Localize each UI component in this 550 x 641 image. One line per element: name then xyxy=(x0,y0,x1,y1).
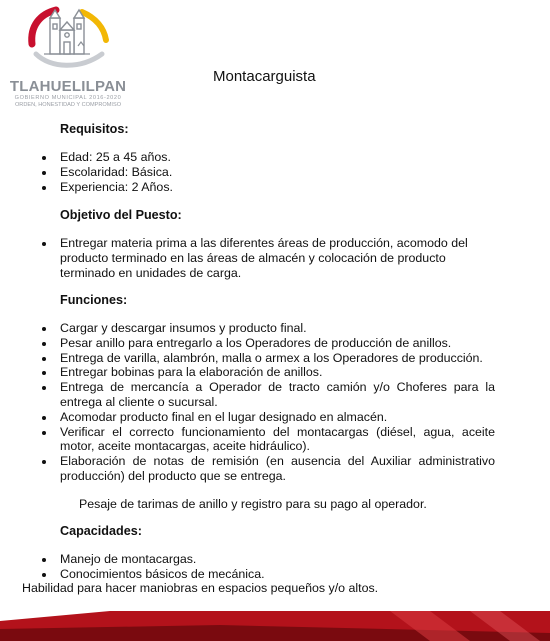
church-emblem-icon xyxy=(26,4,110,76)
list-item: Verificar el correcto funcionamiento del montacargas (diésel, agua, aceite motor, aceite montacargas, aceite hidráulico). xyxy=(0,425,495,455)
logo-motto-line: ORDEN, HONESTIDAD Y COMPROMISO xyxy=(14,102,122,108)
funciones-heading: Funciones: xyxy=(60,293,128,307)
list-item: Pesar anillo para entregarlo a los Operadores de producción de anillos. xyxy=(0,336,495,351)
list-item: Edad: 25 a 45 años. xyxy=(0,150,495,165)
requisitos-list xyxy=(0,150,495,194)
list-item: Entregar materia prima a las diferentes áreas de producción, acomodo del producto terminado en las áreas de almacén y colocación de producto terminado en unidades de carga. xyxy=(0,236,495,280)
capacidades-heading: Capacidades: xyxy=(60,524,142,538)
list-item: Elaboración de notas de remisión (en ausencia del Auxiliar administrativo producción) del producto que se entrega. xyxy=(0,454,495,484)
list-item: Acomodar producto final en el lugar designado en almacén. xyxy=(0,410,495,425)
requisitos-heading: Requisitos: xyxy=(60,122,129,136)
list-item: Entrega de varilla, alambrón, malla o armex a los Operadores de producción. xyxy=(0,351,495,366)
list-item: Escolaridad: Básica. xyxy=(0,165,495,180)
list-item: Entregar bobinas para la elaboración de anillos. xyxy=(0,365,495,380)
footer-decorative-band xyxy=(0,611,550,641)
capacidades-extra-line: Habilidad para hacer maniobras en espacios pequeños y/o altos. xyxy=(22,581,379,595)
objetivo-heading: Objetivo del Puesto: xyxy=(60,208,182,222)
municipal-logo xyxy=(8,4,128,108)
list-item: Manejo de montacargas. xyxy=(0,552,495,567)
list-item: Conocimientos básicos de mecánica. xyxy=(0,567,495,582)
list-item: Entrega de mercancía a Operador de tracto camión y/o Choferes para la entrega al cliente o sucursal. xyxy=(0,380,495,410)
funciones-list xyxy=(0,321,495,484)
funciones-extra-line: Pesaje de tarimas de anillo y registro para su pago al operador. xyxy=(79,497,427,511)
list-item: Cargar y descargar insumos y producto final. xyxy=(0,321,495,336)
page-title: Montacarguista xyxy=(213,68,316,85)
logo-government-line: GOBIERNO MUNICIPAL 2016-2020 xyxy=(14,95,122,101)
objetivo-list xyxy=(0,236,495,280)
list-item: Experiencia: 2 Años. xyxy=(0,180,495,195)
logo-name: TLAHUELILPAN xyxy=(9,78,127,95)
capacidades-list xyxy=(0,552,495,582)
